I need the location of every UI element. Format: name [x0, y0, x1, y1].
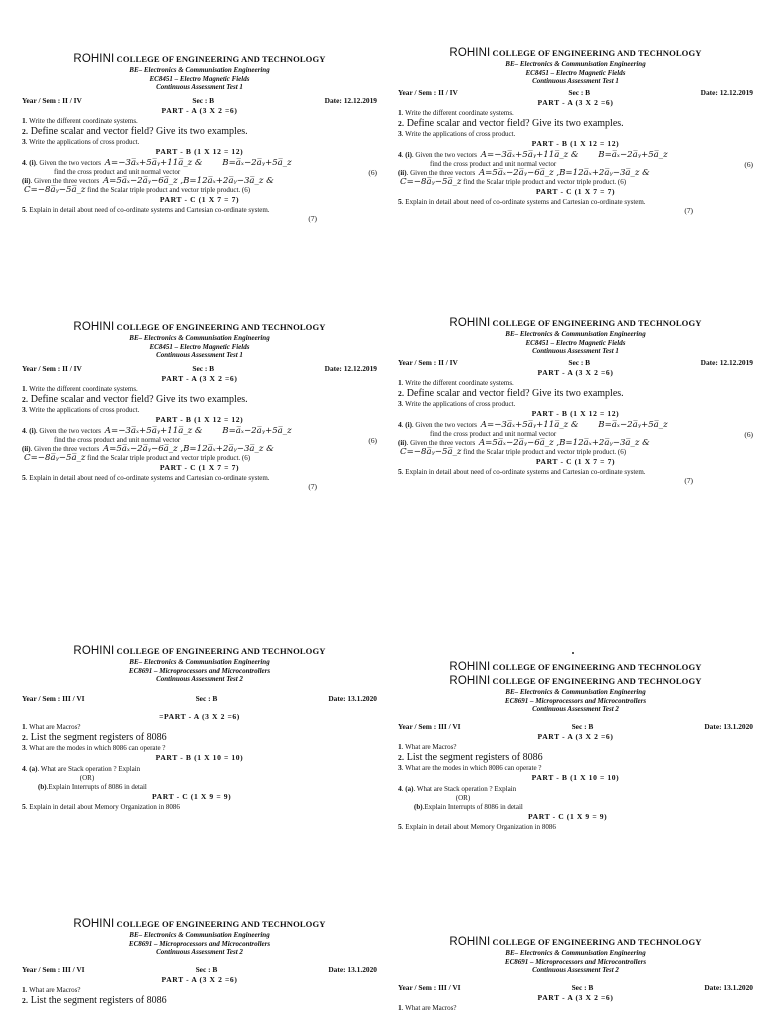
question-5: 5. Explain in detail about need of co-ordinate systems and Cartesian co-ordinate system. (7) — [398, 197, 693, 215]
test-title: Continuous Assessment Test 2 — [156, 948, 243, 956]
question-5: 5. Explain in detail about need of co-ordinate systems and Cartesian co-ordinate system. (7) — [22, 473, 317, 491]
test-title: Continuous Assessment Test 2 — [532, 966, 619, 974]
meta-row: Year / Sem : II / IV Sec : B Date: 12.12.2019 — [22, 363, 377, 373]
question-1: 1. Write the different coordinate systems. — [22, 384, 138, 393]
test-title: Continuous Assessment Test 2 — [532, 705, 619, 713]
question-4i: 4. (i). Given the two vectors A=−3a̅ₓ+5a̅ᵧ+11a̅_z & B=a̅ₓ−2a̅ᵧ+5a̅_z — [22, 157, 292, 168]
course-title: EC8691 – Microprocessors and Microcontrollers — [504, 696, 647, 705]
department: BE– Electronics & Communisation Engineering — [129, 931, 270, 939]
question-5: 5. Explain in detail about need of co-ordinate systems and Cartesian co-ordinate system. (7) — [398, 467, 693, 485]
question-1: 1. What are Macros? — [22, 722, 81, 731]
part-a-label: PART - A (3 X 2 =6) — [161, 105, 238, 115]
question-3: 3. Write the applications of cross product. — [398, 399, 516, 408]
question-4i-task: find the cross product and unit normal vector (6) — [430, 159, 753, 169]
question-4ii: (ii). Given the three vectors A=5a̅ₓ−2a̅ᵧ−6a̅_z ,B=12a̅ₓ+2a̅ᵧ−3a̅_z & — [398, 167, 650, 178]
part-c-label: PART - C (1 X 7 = 7) — [535, 456, 616, 466]
test-title: Continuous Assessment Test 1 — [532, 77, 619, 85]
question-paper-mpmc-1 — [22, 644, 377, 812]
question-3: 3. Write the applications of cross product. — [22, 137, 140, 146]
question-4ii-task: C=−8a̅ᵧ−5a̅_z find the Scalar triple product and vector triple product. (6) — [400, 446, 627, 457]
question-5: 5. Explain in detail about Memory Organization in 8086 — [398, 822, 556, 831]
part-b-label: PART - B (1 X 12 = 12) — [531, 409, 620, 418]
question-paper-mpmc-2 — [398, 660, 753, 832]
department: BE– Electronics & Communisation Engineering — [129, 658, 270, 666]
question-paper-mpmc-4 — [398, 935, 753, 1013]
course-title: EC8451 – Electro Magnetic Fields — [149, 342, 250, 351]
question-4b: (b).Explain Interrupts of 8086 in detail — [38, 782, 147, 791]
course-title: EC8691 – Microprocessors and Microcontrollers — [128, 939, 271, 948]
part-a-label: PART - A (3 X 2 =6) — [537, 367, 614, 377]
question-5: 5. Explain in detail about need of co-ordinate systems and Cartesian co-ordinate system. (7) — [22, 205, 317, 223]
question-1: 1. Write the different coordinate systems. — [398, 108, 514, 117]
test-title: Continuous Assessment Test 1 — [156, 83, 243, 91]
question-4ii-task: C=−8a̅ᵧ−5a̅_z find the Scalar triple product and vector triple product. (6) — [400, 176, 627, 187]
question-4ii-task: C=−8a̅ᵧ−5a̅_z find the Scalar triple product and vector triple product. (6) — [24, 184, 251, 195]
department: BE– Electronics & Communisation Engineering — [129, 66, 270, 74]
part-a-label: PART - A (3 X 2 =6) — [161, 974, 238, 984]
college-name: ROHINI COLLEGE OF ENGINEERING AND TECHNOLOGY — [449, 47, 702, 59]
or-label: (OR) — [79, 773, 95, 782]
part-c-label: PART - C (1 X 7 = 7) — [159, 194, 240, 204]
question-2: 2. Define scalar and vector field? Give its two examples. — [398, 118, 624, 129]
part-c-label: PART - C (1 X 9 = 9) — [152, 791, 232, 801]
college-name: ROHINI COLLEGE OF ENGINEERING AND TECHNOLOGY — [449, 936, 702, 948]
question-paper-emf-2 — [398, 46, 753, 215]
question-4i: 4. (i). Given the two vectors A=−3a̅ₓ+5a̅ᵧ+11a̅_z & B=a̅ₓ−2a̅ᵧ+5a̅_z — [398, 149, 668, 160]
question-2: 2. List the segment registers of 8086 — [22, 732, 167, 743]
question-4ii-task: C=−8a̅ᵧ−5a̅_z find the Scalar triple product and vector triple product. (6) — [24, 452, 251, 463]
question-2: 2. Define scalar and vector field? Give its two examples. — [22, 394, 248, 405]
question-3: 3. What are the modes in which 8086 can operate ? — [22, 743, 166, 752]
department: BE– Electronics & Communisation Engineering — [505, 60, 646, 68]
question-2: 2. Define scalar and vector field? Give its two examples. — [22, 126, 248, 137]
question-2: 2. List the segment registers of 8086 — [398, 752, 543, 763]
course-title: EC8451 – Electro Magnetic Fields — [149, 74, 250, 83]
department: BE– Electronics & Communisation Engineering — [505, 688, 646, 696]
question-4a: 4. (a). What are Stack operation ? Explain — [22, 763, 141, 773]
part-b-label: PART - B (1 X 12 = 12) — [155, 147, 244, 156]
question-paper-emf-1 — [22, 52, 377, 223]
stray-dot — [572, 652, 574, 654]
meta-row: Year / Sem : II / IV Sec : B Date: 12.12.2019 — [398, 87, 753, 97]
part-c-label: PART - C (1 X 9 = 9) — [528, 811, 608, 821]
meta-row: Year / Sem : III / VI Sec : B Date: 13.1.2020 — [22, 693, 377, 703]
question-3: 3. Write the applications of cross product. — [398, 129, 516, 138]
course-title: EC8691 – Microprocessors and Microcontrollers — [128, 666, 271, 675]
part-c-label: PART - C (1 X 7 = 7) — [535, 186, 616, 196]
part-b-label: PART - B (1 X 10 = 10) — [155, 753, 244, 762]
department: BE– Electronics & Communisation Engineering — [505, 949, 646, 957]
part-c-label: PART - C (1 X 7 = 7) — [159, 462, 240, 472]
question-3: 3. Write the applications of cross product. — [22, 405, 140, 414]
part-a-label: =PART - A (3 X 2 =6) — [159, 711, 240, 721]
college-name: ROHINI COLLEGE OF ENGINEERING AND TECHNOLOGY — [73, 918, 326, 930]
course-title: EC8691 – Microprocessors and Microcontrollers — [504, 957, 647, 966]
meta-row: Year / Sem : III / VI Sec : B Date: 13.1.2020 — [22, 964, 377, 974]
question-4i-task: find the cross product and unit normal vector (6) — [54, 435, 377, 445]
question-1: 1. Write the different coordinate systems. — [22, 116, 138, 125]
or-label: (OR) — [455, 793, 471, 802]
question-2: 2. List the segment registers of 8086 — [22, 995, 167, 1006]
test-title: Continuous Assessment Test 1 — [532, 347, 619, 355]
test-title: Continuous Assessment Test 2 — [156, 675, 243, 683]
part-a-label: PART - A (3 X 2 =6) — [537, 992, 614, 1002]
question-4i: 4. (i). Given the two vectors A=−3a̅ₓ+5a̅ᵧ+11a̅_z & B=a̅ₓ−2a̅ᵧ+5a̅_z — [398, 419, 668, 430]
question-paper-emf-4 — [398, 316, 753, 485]
meta-row: Year / Sem : II / IV Sec : B Date: 12.12.2019 — [398, 357, 753, 367]
question-3: 3. What are the modes in which 8086 can operate ? — [398, 763, 542, 772]
question-paper-emf-3 — [22, 320, 377, 491]
college-name: ROHINI COLLEGE OF ENGINEERING AND TECHNOLOGY — [73, 321, 326, 333]
question-1: 1. What are Macros? — [22, 985, 81, 994]
part-a-label: PART - A (3 X 2 =6) — [537, 731, 614, 741]
question-4a: 4. (a). What are Stack operation ? Explain — [398, 783, 517, 793]
question-4i-task: find the cross product and unit normal vector (6) — [430, 429, 753, 439]
department: BE– Electronics & Communisation Engineering — [505, 330, 646, 338]
college-name: ROHINI COLLEGE OF ENGINEERING AND TECHNOLOGY — [449, 661, 702, 673]
part-b-label: PART - B (1 X 12 = 12) — [531, 139, 620, 148]
question-paper-mpmc-3 — [22, 917, 377, 1006]
question-4b: (b).Explain Interrupts of 8086 in detail — [414, 802, 523, 811]
course-title: EC8451 – Electro Magnetic Fields — [525, 68, 626, 77]
course-title: EC8451 – Electro Magnetic Fields — [525, 338, 626, 347]
question-4ii: (ii). Given the three vectors A=5a̅ₓ−2a̅ᵧ−6a̅_z ,B=12a̅ₓ+2a̅ᵧ−3a̅_z & — [22, 443, 274, 454]
question-1: 1. What are Macros? — [398, 742, 457, 751]
part-a-label: PART - A (3 X 2 =6) — [161, 373, 238, 383]
question-4ii: (ii). Given the three vectors A=5a̅ₓ−2a̅ᵧ−6a̅_z ,B=12a̅ₓ+2a̅ᵧ−3a̅_z & — [22, 175, 274, 186]
college-name: ROHINI COLLEGE OF ENGINEERING AND TECHNOLOGY — [73, 645, 326, 657]
question-4ii: (ii). Given the three vectors A=5a̅ₓ−2a̅ᵧ−6a̅_z ,B=12a̅ₓ+2a̅ᵧ−3a̅_z & — [398, 437, 650, 448]
question-1: 1. Write the different coordinate systems. — [398, 378, 514, 387]
question-4i-task: find the cross product and unit normal vector (6) — [54, 167, 377, 177]
part-b-label: PART - B (1 X 10 = 10) — [531, 773, 620, 782]
question-2: 2. Define scalar and vector field? Give its two examples. — [398, 388, 624, 399]
meta-row: Year / Sem : II / IV Sec : B Date: 12.12.2019 — [22, 95, 377, 105]
question-4i: 4. (i). Given the two vectors A=−3a̅ₓ+5a̅ᵧ+11a̅_z & B=a̅ₓ−2a̅ᵧ+5a̅_z — [22, 425, 292, 436]
meta-row: Year / Sem : III / VI Sec : B Date: 13.1.2020 — [398, 982, 753, 992]
meta-row: Year / Sem : III / VI Sec : B Date: 13.1.2020 — [398, 721, 753, 731]
question-1: 1. What are Macros? — [398, 1003, 457, 1012]
part-a-label: PART - A (3 X 2 =6) — [537, 97, 614, 107]
test-title: Continuous Assessment Test 1 — [156, 351, 243, 359]
question-5: 5. Explain in detail about Memory Organization in 8086 — [22, 802, 180, 811]
department: BE– Electronics & Communisation Engineering — [129, 334, 270, 342]
college-name-duplicate: ROHINI COLLEGE OF ENGINEERING AND TECHNOLOGY — [449, 675, 702, 687]
college-name: ROHINI COLLEGE OF ENGINEERING AND TECHNOLOGY — [449, 317, 702, 329]
part-b-label: PART - B (1 X 12 = 12) — [155, 415, 244, 424]
college-name: ROHINI COLLEGE OF ENGINEERING AND TECHNOLOGY — [73, 53, 326, 65]
